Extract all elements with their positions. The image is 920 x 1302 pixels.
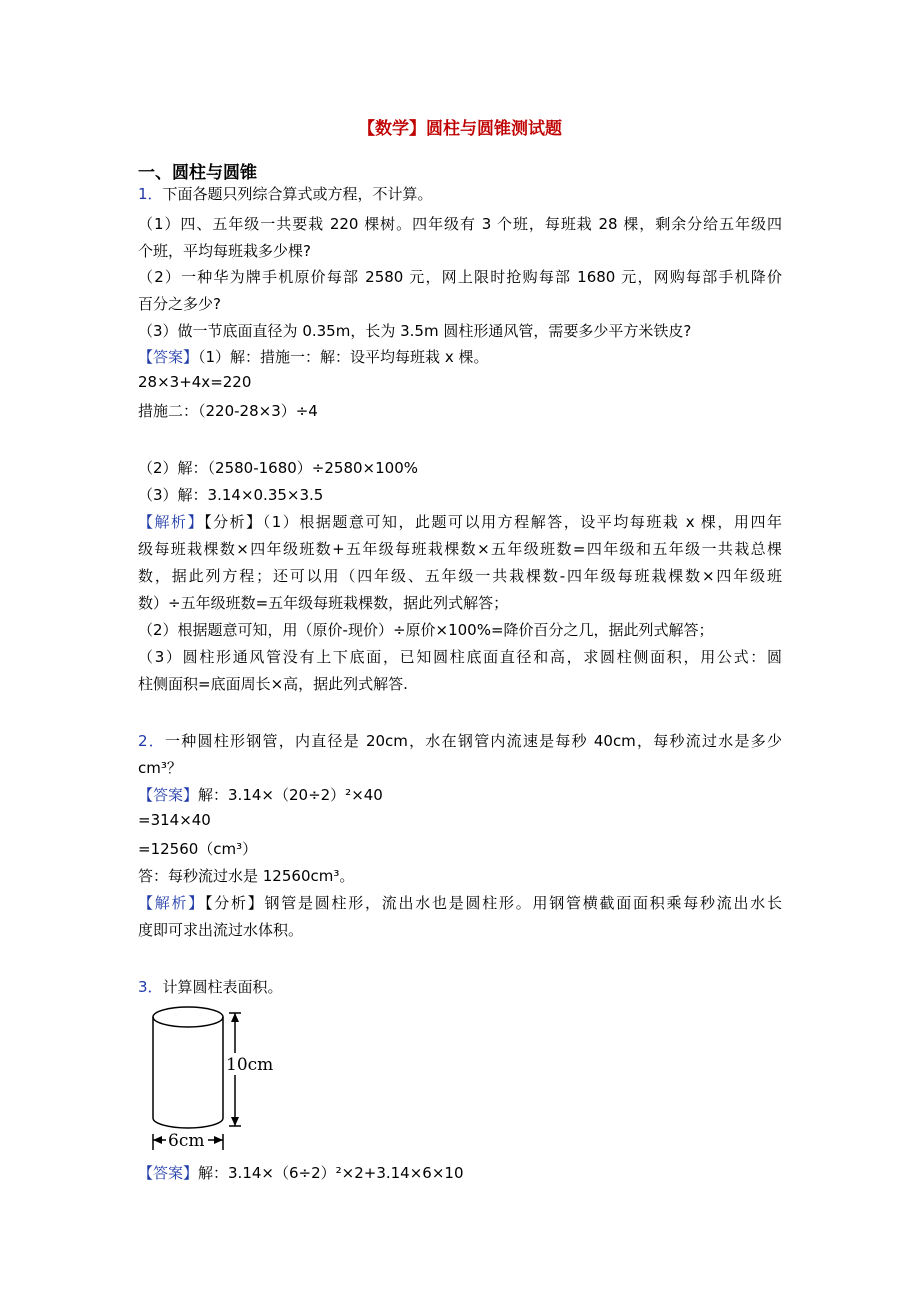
- q2-answer-line2: =314×40: [138, 811, 211, 829]
- q1-analysis-line3: 数，据此列方程；还可以用（四年级、五年级一共栽棵数-四年级每班栽棵数×四年级班: [138, 567, 782, 585]
- q2-answer-line1: [138, 784, 383, 805]
- cylinder-top-ellipse: [153, 1007, 223, 1027]
- q3-stem: 计算圆柱表面积。: [162, 978, 283, 996]
- q2-stem-text: 一种圆柱形钢管，内直径是 20cm，水在钢管内流速是每秒 40cm，每秒流过水是多少: [165, 732, 782, 750]
- q1-answer-tag: 【答案】: [138, 348, 199, 366]
- q1-answer-line4: （2）解：（2580-1680）÷2580×100%: [138, 459, 418, 477]
- q1-stem-line: [138, 183, 433, 204]
- q2-answer-text1: 解：3.14×（20÷2）²×40: [198, 786, 383, 804]
- q1-analysis-line2: 级每班栽棵数×四年级班数+五年级每班栽棵数×五年级班数=四年级和五年级一共栽总棵: [138, 540, 782, 558]
- q1-analysis-line7: 柱侧面积=底面周长×高，据此列式解答.: [138, 675, 408, 693]
- q2-answer-line3: =12560（cm³）: [138, 840, 258, 858]
- q1-answer-line1: [138, 346, 488, 367]
- q1-analysis-line6: （3）圆柱形通风管没有上下底面，已知圆柱底面直径和高，求圆柱侧面积，用公式：圆: [138, 648, 782, 666]
- q3-answer-tag: 【答案】: [138, 1164, 199, 1182]
- width-label: 6cm: [168, 1131, 205, 1151]
- q1-answer-line5: （3）解：3.14×0.35×3.5: [138, 486, 324, 504]
- q1-analysis-text1: 【分析】（1）根据题意可知，此题可以用方程解答，设平均每班栽 x 棵，用四年: [204, 513, 782, 531]
- q3-answer-line1: [138, 1162, 464, 1183]
- q2-answer-line4: 答：每秒流过水是 12560cm³。: [138, 867, 355, 885]
- q2-analysis-line1: [138, 892, 782, 913]
- q2-stem-line1: [138, 730, 782, 751]
- q1-part1-line1: （1）四、五年级一共要栽 220 棵树。四年级有 3 个班，每班栽 28 棵，剩余分给五年级四: [138, 215, 782, 233]
- q1-analysis-line5: （2）根据题意可知，用（原价-现价）÷原价×100%=降价百分之几，据此列式解答；: [138, 621, 714, 639]
- q3-stem-line: [138, 976, 283, 997]
- q1-part2-line2: 百分之多少?: [138, 295, 221, 313]
- width-arrowhead-left: [153, 1136, 162, 1144]
- height-arrowhead-down: [231, 1117, 239, 1126]
- q1-answer-line2: 28×3+4x=220: [138, 373, 252, 391]
- q1-stem: 下面各题只列综合算式或方程，不计算。: [162, 185, 433, 203]
- q1-part1-line2: 个班，平均每班栽多少棵?: [138, 242, 311, 260]
- q1-analysis-tag: 【解析】: [138, 513, 205, 531]
- q1-analysis-line1: [138, 511, 782, 532]
- q1-analysis-line4: 数）÷五年级班数=五年级每班栽棵数，据此列式解答；: [138, 594, 509, 612]
- cylinder-figure: [140, 1000, 290, 1160]
- q3-answer-text1: 解：3.14×（6÷2）²×2+3.14×6×10: [198, 1164, 464, 1182]
- q2-analysis-tag: 【解析】: [138, 894, 205, 912]
- q1-part2-line1: （2）一种华为牌手机原价每部 2580 元，网上限时抢购每部 1680 元，网购每部手机降价: [138, 268, 782, 286]
- section-heading: 一、圆柱与圆锥: [138, 163, 257, 183]
- q1-answer-line3: 措施二：（220-28×3）÷4: [138, 402, 318, 420]
- q2-number: 2．: [138, 732, 166, 750]
- cylinder-bottom-arc: [153, 1118, 223, 1128]
- q1-part3: （3）做一节底面直径为 0.35m，长为 3.5m 圆柱形通风管，需要多少平方米铁皮?: [138, 322, 692, 340]
- q2-answer-tag: 【答案】: [138, 786, 199, 804]
- q2-analysis-line2: 度即可求出流过水体积。: [138, 921, 304, 939]
- page-title: 【数学】圆柱与圆锥测试题: [358, 119, 562, 139]
- height-label: 10cm: [226, 1055, 274, 1075]
- q1-answer-text1: （1）解：措施一：解：设平均每班栽 x 棵。: [198, 348, 489, 366]
- width-arrowhead-right: [214, 1136, 223, 1144]
- height-arrowhead-up: [231, 1013, 239, 1022]
- q2-stem-line2: cm³？: [138, 759, 182, 777]
- q3-number: 3．: [138, 978, 163, 996]
- q1-number: 1．: [138, 185, 163, 203]
- q2-analysis-text1: 【分析】钢管是圆柱形，流出水也是圆柱形。用钢管横截面面积乘每秒流出水长: [205, 894, 782, 912]
